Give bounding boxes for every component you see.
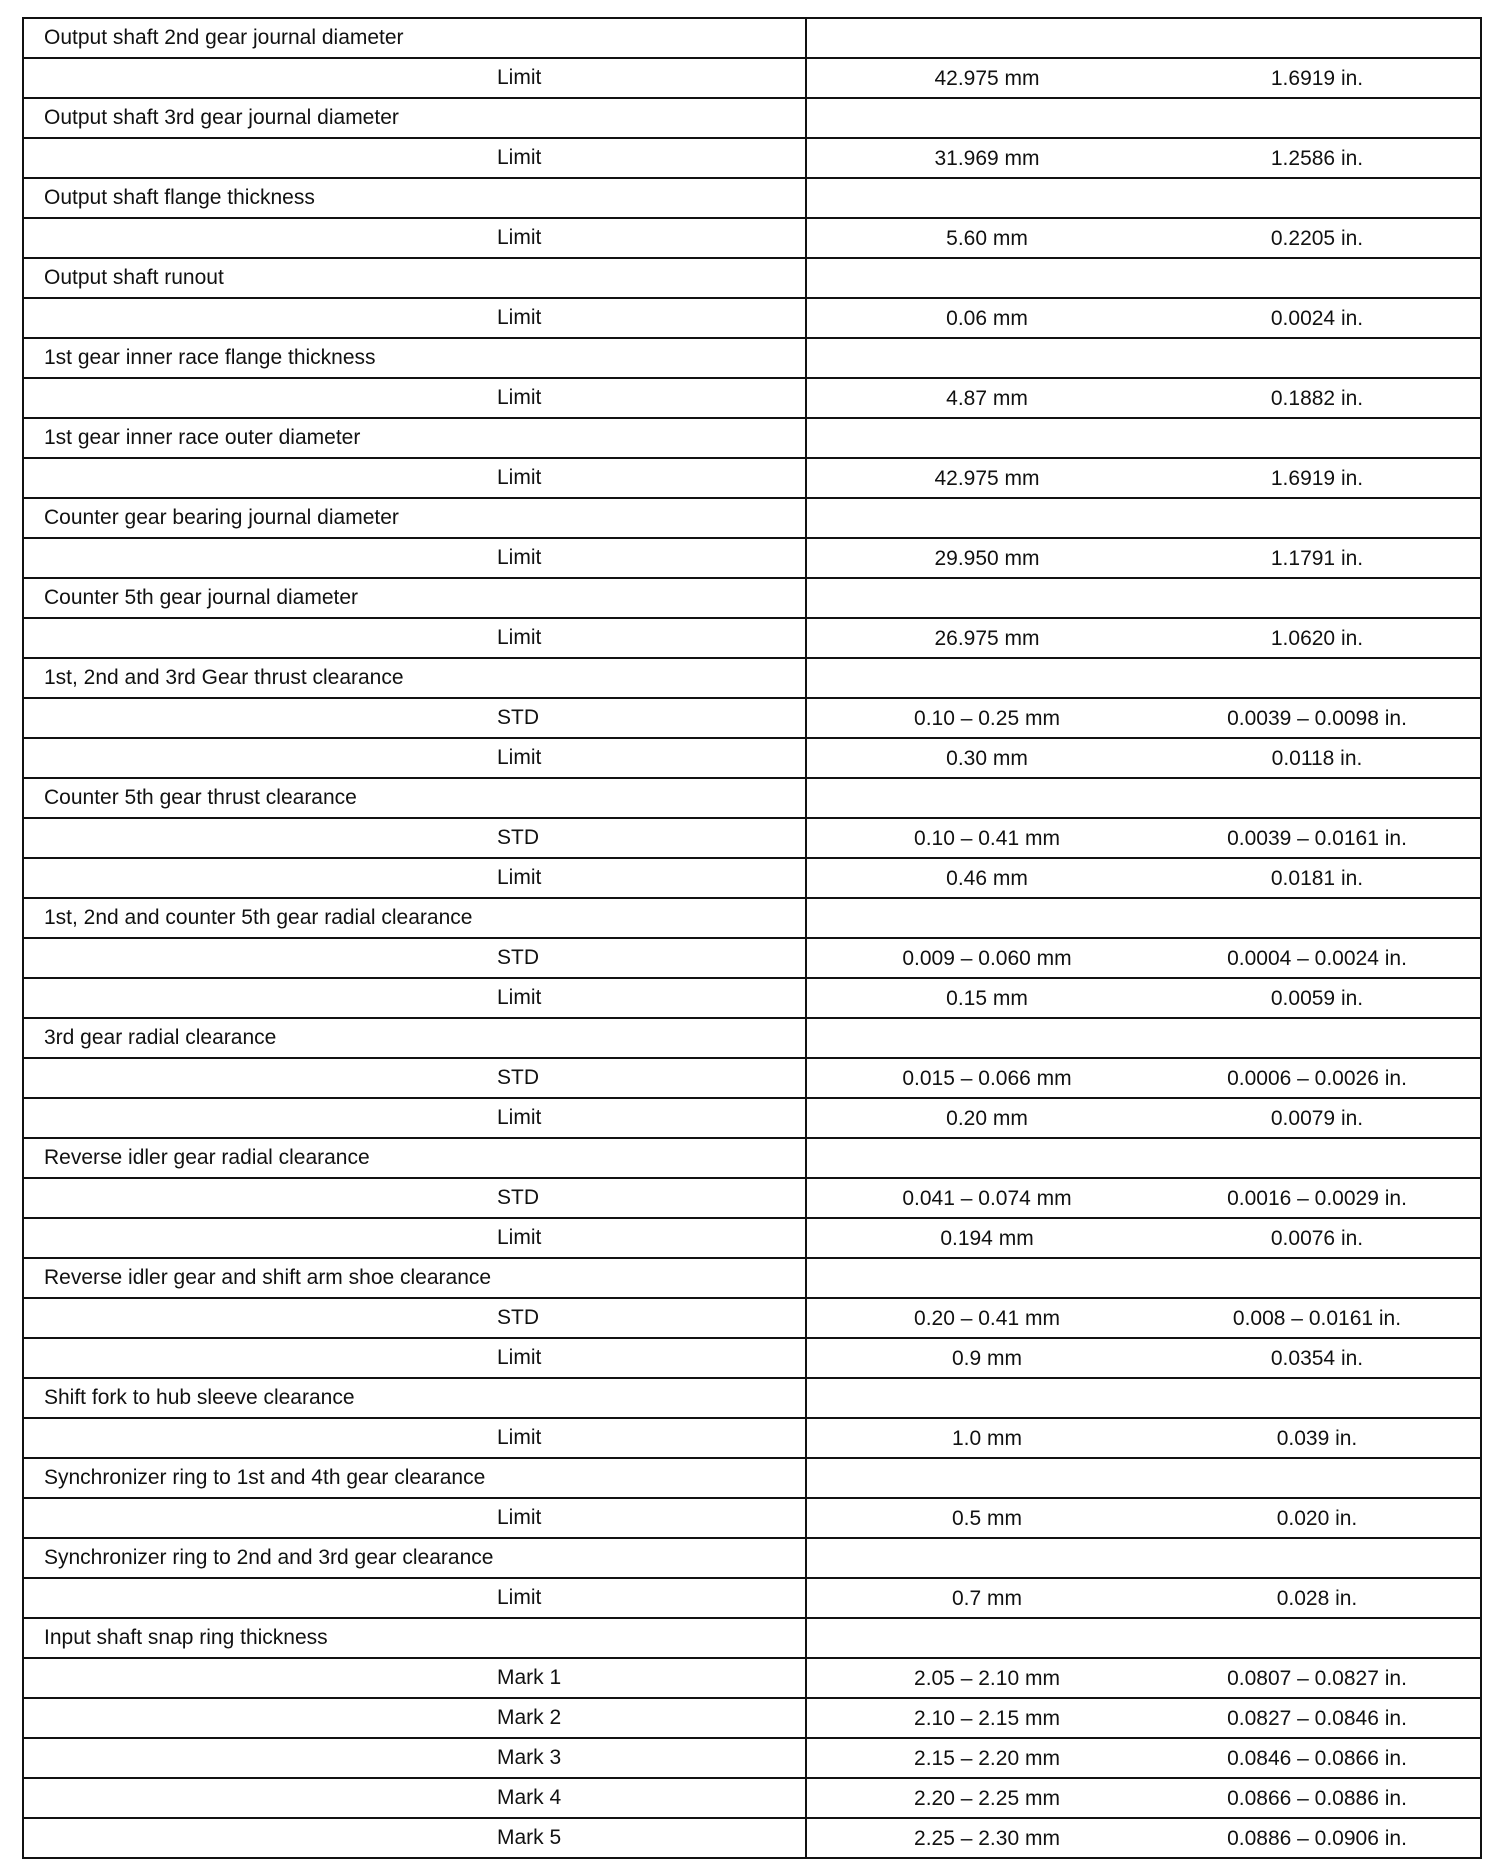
section-heading-blank	[806, 338, 1481, 378]
spec-row	[23, 1578, 1481, 1618]
spec-values-cell	[806, 738, 1481, 778]
spec-values-cell	[806, 618, 1481, 658]
spec-row	[23, 1658, 1481, 1698]
value-mm: 2.20 – 2.25 mm	[914, 1787, 1060, 1811]
section-heading: Shift fork to hub sleeve clearance	[23, 1378, 806, 1418]
section-heading-blank	[806, 1458, 1481, 1498]
section-heading: Synchronizer ring to 1st and 4th gear clearance	[23, 1458, 806, 1498]
section-heading-blank	[806, 418, 1481, 458]
value-mm: 5.60 mm	[946, 227, 1028, 251]
value-inch: 0.2205 in.	[1270, 227, 1364, 251]
value-mm: 26.975 mm	[934, 627, 1040, 651]
section-heading: Input shaft snap ring thickness	[23, 1618, 806, 1658]
section-heading-row	[23, 338, 1481, 378]
value-inch: 0.0076 in.	[1270, 1227, 1364, 1251]
spec-row	[23, 978, 1481, 1018]
value-inch: 0.0846 – 0.0866 in.	[1227, 1747, 1407, 1771]
value-inch: 1.2586 in.	[1270, 147, 1364, 171]
value-mm: 2.25 – 2.30 mm	[914, 1827, 1060, 1851]
section-heading-blank	[806, 18, 1481, 58]
value-mm: 0.46 mm	[946, 867, 1028, 891]
value-mm: 2.15 – 2.20 mm	[914, 1747, 1060, 1771]
spec-kind-label: Mark 1	[23, 1658, 806, 1698]
spec-kind-label: Limit	[23, 738, 806, 778]
section-heading: Output shaft flange thickness	[23, 178, 806, 218]
value-inch: 0.008 – 0.0161 in.	[1232, 1307, 1402, 1331]
section-heading-blank	[806, 258, 1481, 298]
value-mm: 31.969 mm	[934, 147, 1040, 171]
value-mm: 0.06 mm	[946, 307, 1028, 331]
value-inch: 0.0079 in.	[1270, 1107, 1364, 1131]
spec-kind-label: STD	[23, 1178, 806, 1218]
spec-row	[23, 1058, 1481, 1098]
value-inch: 1.0620 in.	[1270, 627, 1364, 651]
spec-kind-label: Limit	[23, 858, 806, 898]
value-inch: 0.028 in.	[1276, 1587, 1358, 1611]
section-heading-blank	[806, 1138, 1481, 1178]
spec-kind-label: Limit	[23, 1338, 806, 1378]
value-mm: 29.950 mm	[934, 547, 1040, 571]
spec-values-cell	[806, 1818, 1481, 1858]
value-inch: 0.0024 in.	[1270, 307, 1364, 331]
spec-kind-label: Limit	[23, 298, 806, 338]
spec-row	[23, 1698, 1481, 1738]
spec-row	[23, 938, 1481, 978]
spec-row	[23, 458, 1481, 498]
value-inch: 0.0039 – 0.0161 in.	[1227, 827, 1407, 851]
spec-values-cell	[806, 1058, 1481, 1098]
spec-row	[23, 698, 1481, 738]
spec-values-cell	[806, 1178, 1481, 1218]
value-inch: 0.0006 – 0.0026 in.	[1227, 1067, 1407, 1091]
spec-kind-label: STD	[23, 938, 806, 978]
section-heading: 1st gear inner race flange thickness	[23, 338, 806, 378]
spec-kind-label: Limit	[23, 1098, 806, 1138]
value-inch: 0.0059 in.	[1270, 987, 1364, 1011]
spec-values-cell	[806, 298, 1481, 338]
section-heading-blank	[806, 658, 1481, 698]
section-heading-blank	[806, 498, 1481, 538]
spec-kind-label: Limit	[23, 1498, 806, 1538]
spec-values-cell	[806, 1578, 1481, 1618]
value-mm: 0.7 mm	[951, 1587, 1022, 1611]
value-mm: 2.05 – 2.10 mm	[914, 1667, 1060, 1691]
section-heading-row	[23, 898, 1481, 938]
section-heading-row	[23, 1458, 1481, 1498]
spec-kind-label: STD	[23, 1058, 806, 1098]
value-mm: 0.15 mm	[946, 987, 1028, 1011]
value-mm: 0.015 – 0.066 mm	[902, 1067, 1072, 1091]
spec-row	[23, 1298, 1481, 1338]
spec-row	[23, 738, 1481, 778]
value-inch: 1.6919 in.	[1270, 67, 1364, 91]
spec-values-cell	[806, 458, 1481, 498]
value-inch: 0.039 in.	[1276, 1427, 1358, 1451]
spec-row	[23, 378, 1481, 418]
spec-kind-label: Limit	[23, 1578, 806, 1618]
spec-row	[23, 1338, 1481, 1378]
section-heading-row	[23, 1378, 1481, 1418]
spec-values-cell	[806, 1698, 1481, 1738]
section-heading-blank	[806, 1618, 1481, 1658]
section-heading: Reverse idler gear and shift arm shoe clearance	[23, 1258, 806, 1298]
section-heading-row	[23, 1138, 1481, 1178]
section-heading-row	[23, 1538, 1481, 1578]
spec-values-cell	[806, 1098, 1481, 1138]
spec-values-cell	[806, 218, 1481, 258]
value-inch: 0.1882 in.	[1270, 387, 1364, 411]
spec-values-cell	[806, 378, 1481, 418]
spec-values-cell	[806, 938, 1481, 978]
spec-values-cell	[806, 1778, 1481, 1818]
spec-kind-label: Limit	[23, 1218, 806, 1258]
spec-kind-label: Limit	[23, 58, 806, 98]
value-mm: 0.9 mm	[951, 1347, 1022, 1371]
spec-row	[23, 1418, 1481, 1458]
section-heading-row	[23, 778, 1481, 818]
spec-kind-label: Mark 3	[23, 1738, 806, 1778]
section-heading: Output shaft runout	[23, 258, 806, 298]
spec-values-cell	[806, 1338, 1481, 1378]
section-heading-blank	[806, 1018, 1481, 1058]
spec-values-cell	[806, 1298, 1481, 1338]
spec-kind-label: Limit	[23, 1418, 806, 1458]
section-heading: 3rd gear radial clearance	[23, 1018, 806, 1058]
value-inch: 0.0181 in.	[1270, 867, 1364, 891]
section-heading: Reverse idler gear radial clearance	[23, 1138, 806, 1178]
value-inch: 1.1791 in.	[1270, 547, 1364, 571]
value-mm: 42.975 mm	[934, 67, 1040, 91]
spec-body	[23, 18, 1481, 1858]
spec-row	[23, 618, 1481, 658]
section-heading: Counter gear bearing journal diameter	[23, 498, 806, 538]
spec-row	[23, 58, 1481, 98]
value-inch: 0.0016 – 0.0029 in.	[1227, 1187, 1407, 1211]
spec-kind-label: Mark 4	[23, 1778, 806, 1818]
spec-row	[23, 1818, 1481, 1858]
section-heading: 1st gear inner race outer diameter	[23, 418, 806, 458]
spec-kind-label: Limit	[23, 378, 806, 418]
spec-values-cell	[806, 1658, 1481, 1698]
spec-kind-label: Mark 5	[23, 1818, 806, 1858]
spec-kind-label: Limit	[23, 458, 806, 498]
section-heading-row	[23, 1018, 1481, 1058]
spec-row	[23, 1098, 1481, 1138]
spec-kind-label: Limit	[23, 978, 806, 1018]
spec-table	[22, 17, 1482, 1859]
spec-values-cell	[806, 538, 1481, 578]
value-mm: 1.0 mm	[951, 1427, 1022, 1451]
section-heading-blank	[806, 898, 1481, 938]
value-inch: 0.0866 – 0.0886 in.	[1227, 1787, 1407, 1811]
spec-row	[23, 1738, 1481, 1778]
spec-row	[23, 538, 1481, 578]
spec-values-cell	[806, 1218, 1481, 1258]
section-heading-blank	[806, 1258, 1481, 1298]
value-inch: 0.0354 in.	[1270, 1347, 1364, 1371]
section-heading-blank	[806, 578, 1481, 618]
spec-row	[23, 818, 1481, 858]
section-heading: Output shaft 3rd gear journal diameter	[23, 98, 806, 138]
value-inch: 0.0004 – 0.0024 in.	[1227, 947, 1407, 971]
spec-values-cell	[806, 1498, 1481, 1538]
section-heading-blank	[806, 178, 1481, 218]
value-inch: 0.0039 – 0.0098 in.	[1227, 707, 1407, 731]
section-heading-blank	[806, 778, 1481, 818]
value-inch: 0.0807 – 0.0827 in.	[1227, 1667, 1407, 1691]
spec-values-cell	[806, 1738, 1481, 1778]
section-heading-row	[23, 498, 1481, 538]
spec-kind-label: Limit	[23, 618, 806, 658]
section-heading-row	[23, 658, 1481, 698]
spec-kind-label: Limit	[23, 218, 806, 258]
value-inch: 0.020 in.	[1276, 1507, 1358, 1531]
spec-values-cell	[806, 138, 1481, 178]
spec-values-cell	[806, 698, 1481, 738]
section-heading: Synchronizer ring to 2nd and 3rd gear clearance	[23, 1538, 806, 1578]
section-heading-blank	[806, 1378, 1481, 1418]
spec-values-cell	[806, 858, 1481, 898]
spec-values-cell	[806, 58, 1481, 98]
spec-row	[23, 1218, 1481, 1258]
spec-row	[23, 1498, 1481, 1538]
value-mm: 0.194 mm	[940, 1227, 1034, 1251]
section-heading-row	[23, 98, 1481, 138]
value-mm: 42.975 mm	[934, 467, 1040, 491]
section-heading: Output shaft 2nd gear journal diameter	[23, 18, 806, 58]
spec-values-cell	[806, 818, 1481, 858]
value-inch: 0.0118 in.	[1271, 747, 1363, 771]
spec-values-cell	[806, 978, 1481, 1018]
section-heading-row	[23, 258, 1481, 298]
value-mm: 4.87 mm	[946, 387, 1028, 411]
value-mm: 0.10 – 0.25 mm	[914, 707, 1060, 731]
value-mm: 0.20 mm	[946, 1107, 1028, 1131]
section-heading: 1st, 2nd and counter 5th gear radial clearance	[23, 898, 806, 938]
spec-values-cell	[806, 1418, 1481, 1458]
spec-kind-label: STD	[23, 1298, 806, 1338]
section-heading: Counter 5th gear thrust clearance	[23, 778, 806, 818]
section-heading-row	[23, 1258, 1481, 1298]
section-heading: Counter 5th gear journal diameter	[23, 578, 806, 618]
section-heading-blank	[806, 1538, 1481, 1578]
spec-kind-label: STD	[23, 698, 806, 738]
spec-row	[23, 298, 1481, 338]
value-mm: 2.10 – 2.15 mm	[914, 1707, 1060, 1731]
spec-row	[23, 1178, 1481, 1218]
section-heading-row	[23, 178, 1481, 218]
value-mm: 0.20 – 0.41 mm	[914, 1307, 1060, 1331]
spec-kind-label: Mark 2	[23, 1698, 806, 1738]
section-heading-row	[23, 1618, 1481, 1658]
spec-row	[23, 218, 1481, 258]
spec-row	[23, 858, 1481, 898]
value-inch: 0.0886 – 0.0906 in.	[1227, 1827, 1407, 1851]
value-inch: 1.6919 in.	[1270, 467, 1364, 491]
spec-row	[23, 1778, 1481, 1818]
spec-kind-label: STD	[23, 818, 806, 858]
value-mm: 0.009 – 0.060 mm	[902, 947, 1072, 971]
spec-row	[23, 138, 1481, 178]
value-inch: 0.0827 – 0.0846 in.	[1227, 1707, 1407, 1731]
section-heading-row	[23, 578, 1481, 618]
value-mm: 0.5 mm	[951, 1507, 1022, 1531]
value-mm: 0.30 mm	[946, 747, 1028, 771]
spec-kind-label: Limit	[23, 138, 806, 178]
section-heading-row	[23, 418, 1481, 458]
value-mm: 0.041 – 0.074 mm	[902, 1187, 1072, 1211]
value-mm: 0.10 – 0.41 mm	[914, 827, 1060, 851]
section-heading-row	[23, 18, 1481, 58]
section-heading: 1st, 2nd and 3rd Gear thrust clearance	[23, 658, 806, 698]
spec-kind-label: Limit	[23, 538, 806, 578]
section-heading-blank	[806, 98, 1481, 138]
